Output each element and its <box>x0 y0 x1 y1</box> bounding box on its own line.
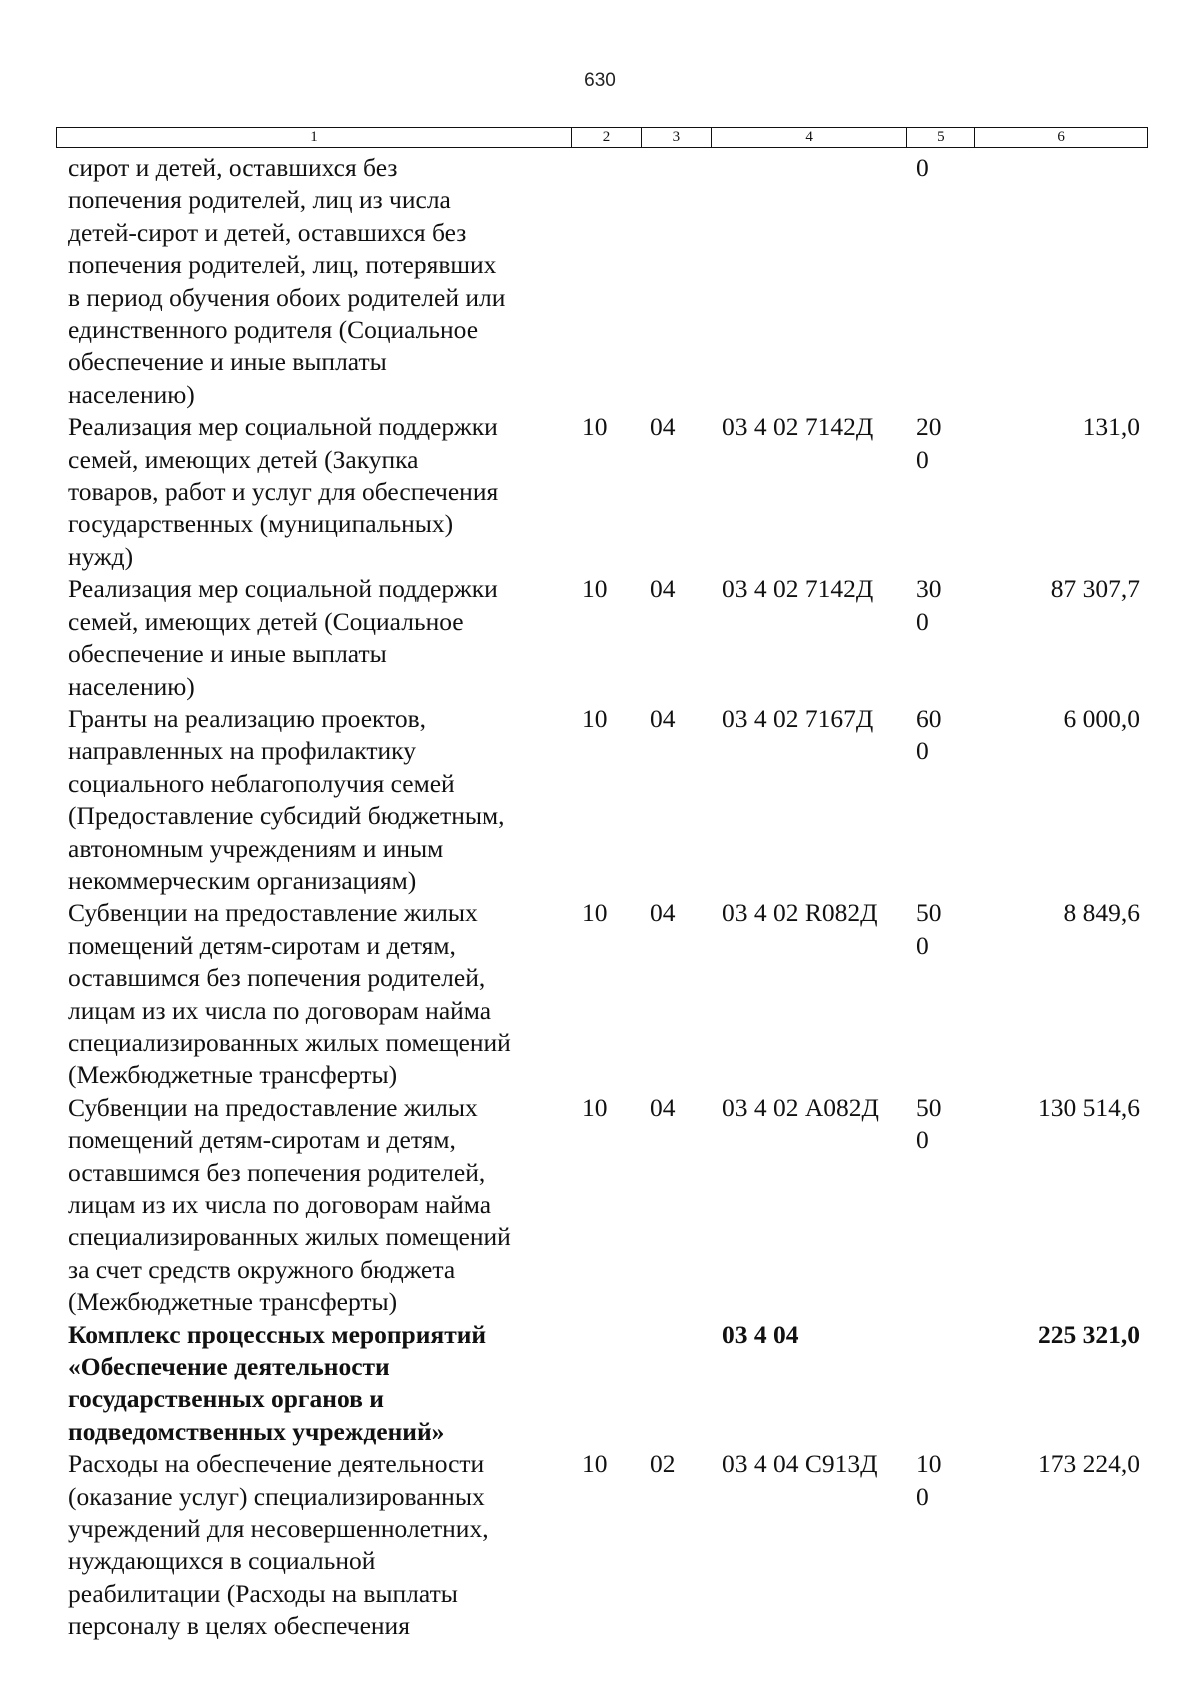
row-name-cell: Расходы на обеспечение деятельности (оказание услуг) специализированных учреждений для несовершеннолетних, нуждающихся в социальной реабилитации (Расходы на выплаты персоналу в целях обеспечения <box>68 1449 489 1641</box>
table-row <box>68 1319 1140 1449</box>
table-row <box>68 703 1140 897</box>
row-amount-cell: 131,0 <box>1082 412 1140 442</box>
row-amount-cell: 87 307,7 <box>1050 574 1140 604</box>
table-row <box>68 411 1140 573</box>
row-section-cell: 10 <box>582 412 608 442</box>
row-section-cell: 10 <box>582 574 608 604</box>
row-section-cell: 10 <box>582 703 608 733</box>
row-subsection-cell: 04 <box>650 412 676 442</box>
row-target-code-cell: 03 4 02 7142Д <box>722 574 874 604</box>
row-section-cell: 10 <box>582 898 608 928</box>
row-name-cell: Реализация мер социальной поддержки семей, имеющих детей (Закупка товаров, работ и услуг для обеспечения государственных (муниципальных) нужд) <box>68 412 499 571</box>
row-amount-cell: 130 514,6 <box>1038 1092 1140 1122</box>
row-target-code-cell: 03 4 02 7142Д <box>722 412 874 442</box>
row-expense-type-cell: 20 0 <box>916 412 942 474</box>
row-section-cell: 10 <box>582 1449 608 1479</box>
row-amount-cell: 173 224,0 <box>1038 1449 1140 1479</box>
row-subsection-cell: 04 <box>650 574 676 604</box>
row-name-cell: Комплекс процессных мероприятий «Обеспечение деятельности государственных органов и подведомственных учреждений» <box>68 1319 487 1446</box>
row-subsection-cell: 04 <box>650 898 676 928</box>
header-col-4: 4 <box>712 128 908 147</box>
row-subsection-cell: 04 <box>650 1092 676 1122</box>
row-name-cell: сирот и детей, оставшихся без попечения родителей, лиц из числа детей-сирот и детей, оставшихся без попечения родителей, лиц, потерявших в период обучения обоих родителей или единственного родителя (Социальное обеспечение и иные выплаты населению) <box>68 153 506 409</box>
table-row <box>68 1092 1140 1319</box>
page-number: 630 <box>584 70 616 91</box>
row-target-code-cell: 03 4 04 <box>722 1319 799 1349</box>
row-amount-cell: 225 321,0 <box>1038 1319 1140 1349</box>
row-subsection-cell: 04 <box>650 703 676 733</box>
row-expense-type-cell: 0 <box>916 153 929 182</box>
row-expense-type-cell: 60 0 <box>916 703 942 766</box>
row-expense-type-cell: 30 0 <box>916 574 942 636</box>
header-col-5: 5 <box>907 128 975 147</box>
table-row <box>68 897 1140 1091</box>
header-col-3: 3 <box>642 128 712 147</box>
row-expense-type-cell: 50 0 <box>916 1092 942 1155</box>
row-target-code-cell: 03 4 02 R082Д <box>722 898 878 928</box>
header-col-1: 1 <box>57 128 572 147</box>
row-amount-cell: 6 000,0 <box>1063 703 1140 733</box>
row-amount-cell: 8 849,6 <box>1063 898 1140 928</box>
table-row <box>68 152 1140 411</box>
row-name-cell: Гранты на реализацию проектов, направленных на профилактику социального неблагополучия семей (Предоставление субсидий бюджетным, автономным учреждениям и иным некоммерческим организациям) <box>68 703 505 895</box>
row-subsection-cell: 02 <box>650 1449 676 1479</box>
row-expense-type-cell: 10 0 <box>916 1449 942 1511</box>
row-section-cell: 10 <box>582 1092 608 1122</box>
header-col-2: 2 <box>572 128 642 147</box>
header-col-6: 6 <box>1057 129 1065 145</box>
row-target-code-cell: 03 4 02 А082Д <box>722 1092 879 1122</box>
row-target-code-cell: 03 4 02 7167Д <box>722 703 874 733</box>
table-row <box>68 573 1140 703</box>
table-body <box>68 152 1140 1643</box>
row-name-cell: Субвенции на предоставление жилых помещений детям-сиротам и детям, оставшимся без попечения родителей, лицам из их числа по договорам найма специализированных жилых помещений за счет средств окружного бюджета (Межбюджетные трансферты) <box>68 1092 511 1317</box>
row-expense-type-cell: 50 0 <box>916 898 942 960</box>
table-row <box>68 1448 1140 1642</box>
row-name-cell: Реализация мер социальной поддержки семей, имеющих детей (Социальное обеспечение и иные выплаты населению) <box>68 574 498 701</box>
table-header <box>56 127 1148 148</box>
row-target-code-cell: 03 4 04 С913Д <box>722 1449 878 1479</box>
row-name-cell: Субвенции на предоставление жилых помещений детям-сиротам и детям, оставшимся без попечения родителей, лицам из их числа по договорам найма специализированных жилых помещений (Межбюджетные трансферты) <box>68 898 511 1090</box>
